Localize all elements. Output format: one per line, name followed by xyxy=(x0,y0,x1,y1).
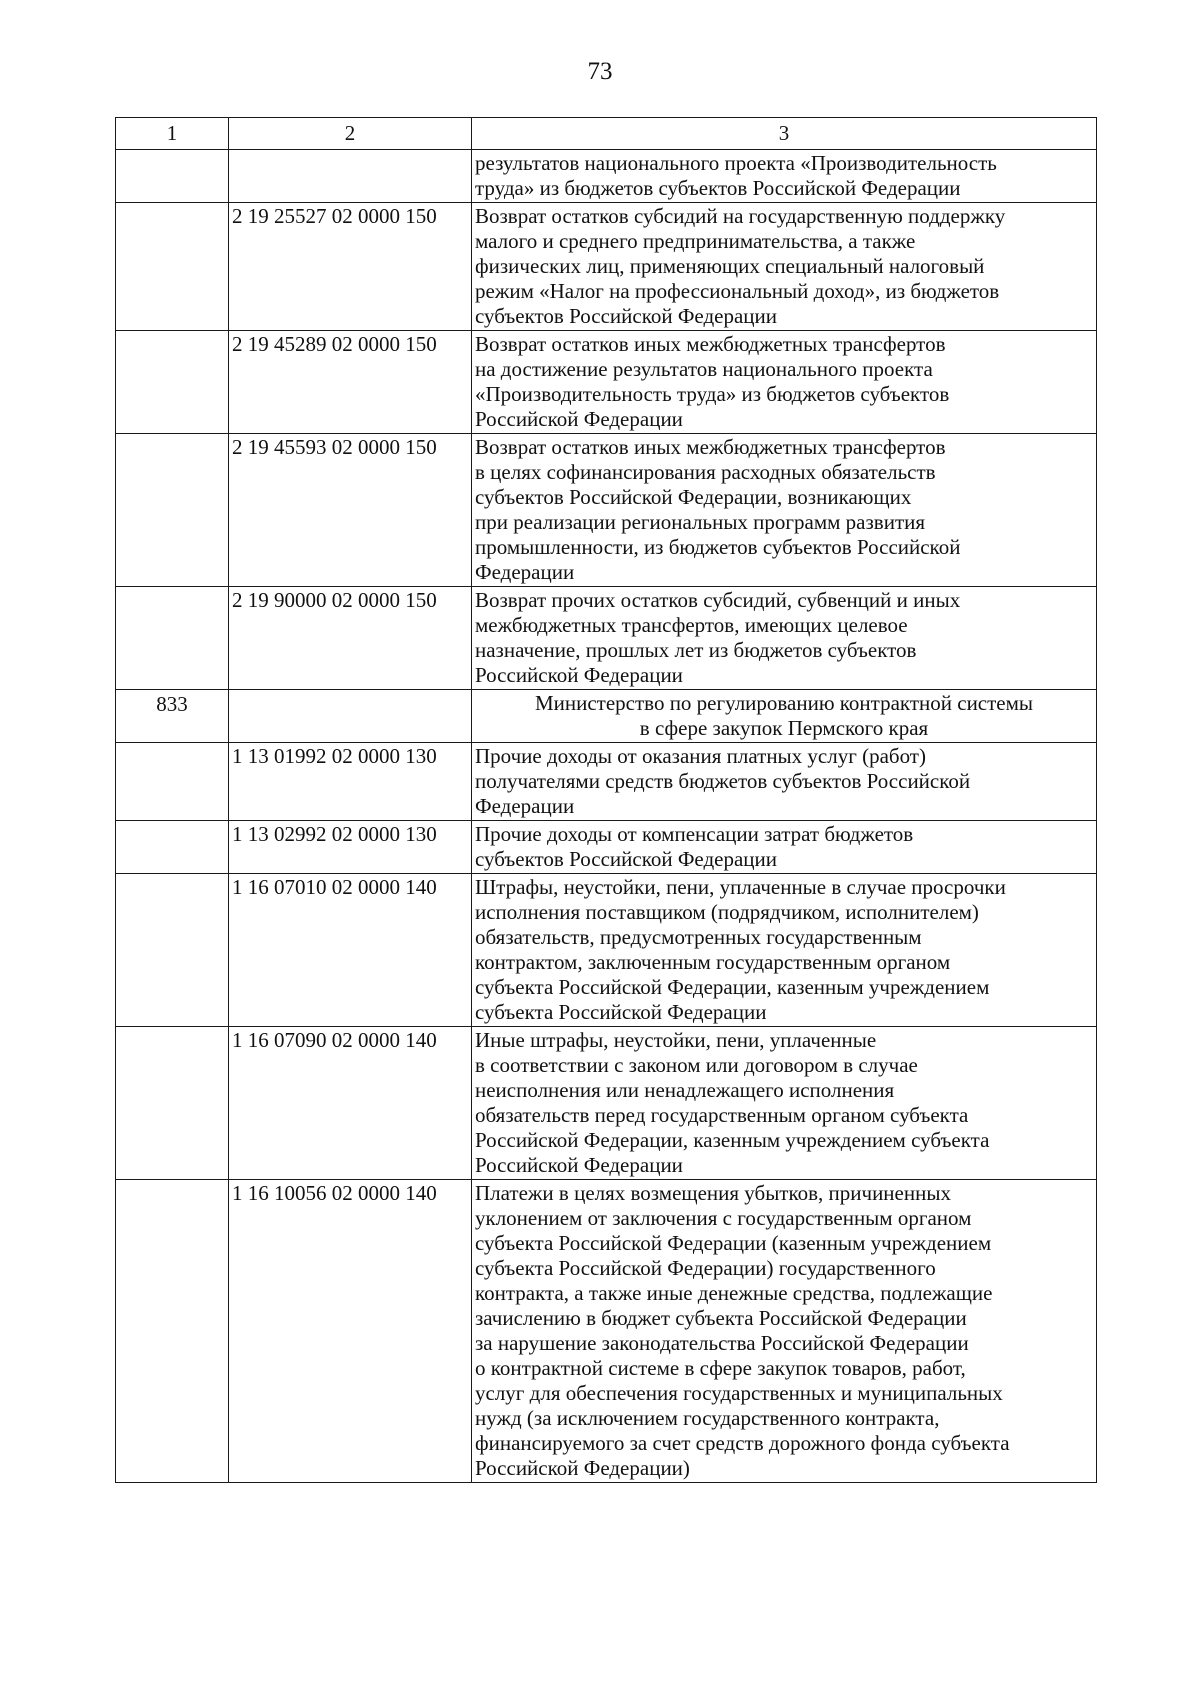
admin-code-cell xyxy=(116,587,229,690)
table-row xyxy=(116,1027,1097,1180)
description-cell: результатов национального проекта «Производительность труда» из бюджетов субъектов Российской Федерации xyxy=(472,150,1097,203)
table-row xyxy=(116,434,1097,587)
table-row xyxy=(116,1180,1097,1483)
admin-code-cell xyxy=(116,743,229,821)
description-cell: Прочие доходы от компенсации затрат бюджетов субъектов Российской Федерации xyxy=(472,821,1097,874)
description-cell: Возврат остатков иных межбюджетных трансфертов на достижение результатов национального проекта «Производительность труда» из бюджетов субъектов Российской Федерации xyxy=(472,331,1097,434)
revenue-code-cell xyxy=(229,690,472,743)
description-cell: Возврат остатков иных межбюджетных трансфертов в целях софинансирования расходных обязательств субъектов Российской Федерации, возникающих при реализации региональных программ развития промышленности, из бюджетов субъектов Российской Федерации xyxy=(472,434,1097,587)
administrator-name-cell: Министерство по регулированию контрактной системы в сфере закупок Пермского края xyxy=(472,690,1097,743)
administrator-header-row xyxy=(116,690,1097,743)
admin-code-cell xyxy=(116,821,229,874)
table-row xyxy=(116,331,1097,434)
table-row xyxy=(116,743,1097,821)
table-row xyxy=(116,203,1097,331)
revenue-code-cell: 1 16 07010 02 0000 140 xyxy=(229,874,472,1027)
description-cell: Платежи в целях возмещения убытков, причиненных уклонением от заключения с государственным органом субъекта Российской Федерации (казенным учреждением субъекта Российской Федерации) государственного контракта, а также иные денежные средства, подлежащие зачислению в бюджет субъекта Российской Федерации за нарушение законодательства Российской Федерации о контрактной системе в сфере закупок товаров, работ, услуг для обеспечения государственных и муниципальных нужд (за исключением государственного контракта, финансируемого за счет средств дорожного фонда субъекта Российской Федерации) xyxy=(472,1180,1097,1483)
admin-code-cell xyxy=(116,1180,229,1483)
description-cell: Иные штрафы, неустойки, пени, уплаченные в соответствии с законом или договором в случае неисполнения или ненадлежащего исполнения обязательств перед государственным органом субъекта Российской Федерации, казенным учреждением субъекта Российской Федерации xyxy=(472,1027,1097,1180)
description-cell: Прочие доходы от оказания платных услуг (работ) получателями средств бюджетов субъектов Российской Федерации xyxy=(472,743,1097,821)
column-header-2: 2 xyxy=(229,118,472,150)
table-row xyxy=(116,150,1097,203)
column-header-3: 3 xyxy=(472,118,1097,150)
description-cell: Возврат прочих остатков субсидий, субвенций и иных межбюджетных трансфертов, имеющих целевое назначение, прошлых лет из бюджетов субъектов Российской Федерации xyxy=(472,587,1097,690)
admin-code-cell xyxy=(116,874,229,1027)
admin-code-cell xyxy=(116,150,229,203)
revenue-code-cell: 1 13 01992 02 0000 130 xyxy=(229,743,472,821)
revenue-code-cell: 1 16 07090 02 0000 140 xyxy=(229,1027,472,1180)
table-row xyxy=(116,587,1097,690)
revenue-code-cell xyxy=(229,150,472,203)
table-row xyxy=(116,821,1097,874)
admin-code-cell xyxy=(116,203,229,331)
revenue-code-cell: 1 16 10056 02 0000 140 xyxy=(229,1180,472,1483)
revenue-code-cell: 1 13 02992 02 0000 130 xyxy=(229,821,472,874)
admin-code-cell xyxy=(116,434,229,587)
admin-code-cell xyxy=(116,1027,229,1180)
revenue-code-cell: 2 19 45289 02 0000 150 xyxy=(229,331,472,434)
admin-code-cell: 833 xyxy=(116,690,229,743)
column-header-1: 1 xyxy=(116,118,229,150)
description-cell: Возврат остатков субсидий на государственную поддержку малого и среднего предпринимательства, а также физических лиц, применяющих специальный налоговый режим «Налог на профессиональный доход», из бюджетов субъектов Российской Федерации xyxy=(472,203,1097,331)
description-cell: Штрафы, неустойки, пени, уплаченные в случае просрочки исполнения поставщиком (подрядчиком, исполнителем) обязательств, предусмотренных государственным контрактом, заключенным государственным органом субъекта Российской Федерации, казенным учреждением субъекта Российской Федерации xyxy=(472,874,1097,1027)
table-header-row xyxy=(116,118,1097,150)
revenue-code-cell: 2 19 45593 02 0000 150 xyxy=(229,434,472,587)
revenue-codes-table xyxy=(115,117,1097,1483)
page-number: 73 xyxy=(587,58,613,85)
revenue-code-cell: 2 19 25527 02 0000 150 xyxy=(229,203,472,331)
table-row xyxy=(116,874,1097,1027)
revenue-code-cell: 2 19 90000 02 0000 150 xyxy=(229,587,472,690)
admin-code-cell xyxy=(116,331,229,434)
